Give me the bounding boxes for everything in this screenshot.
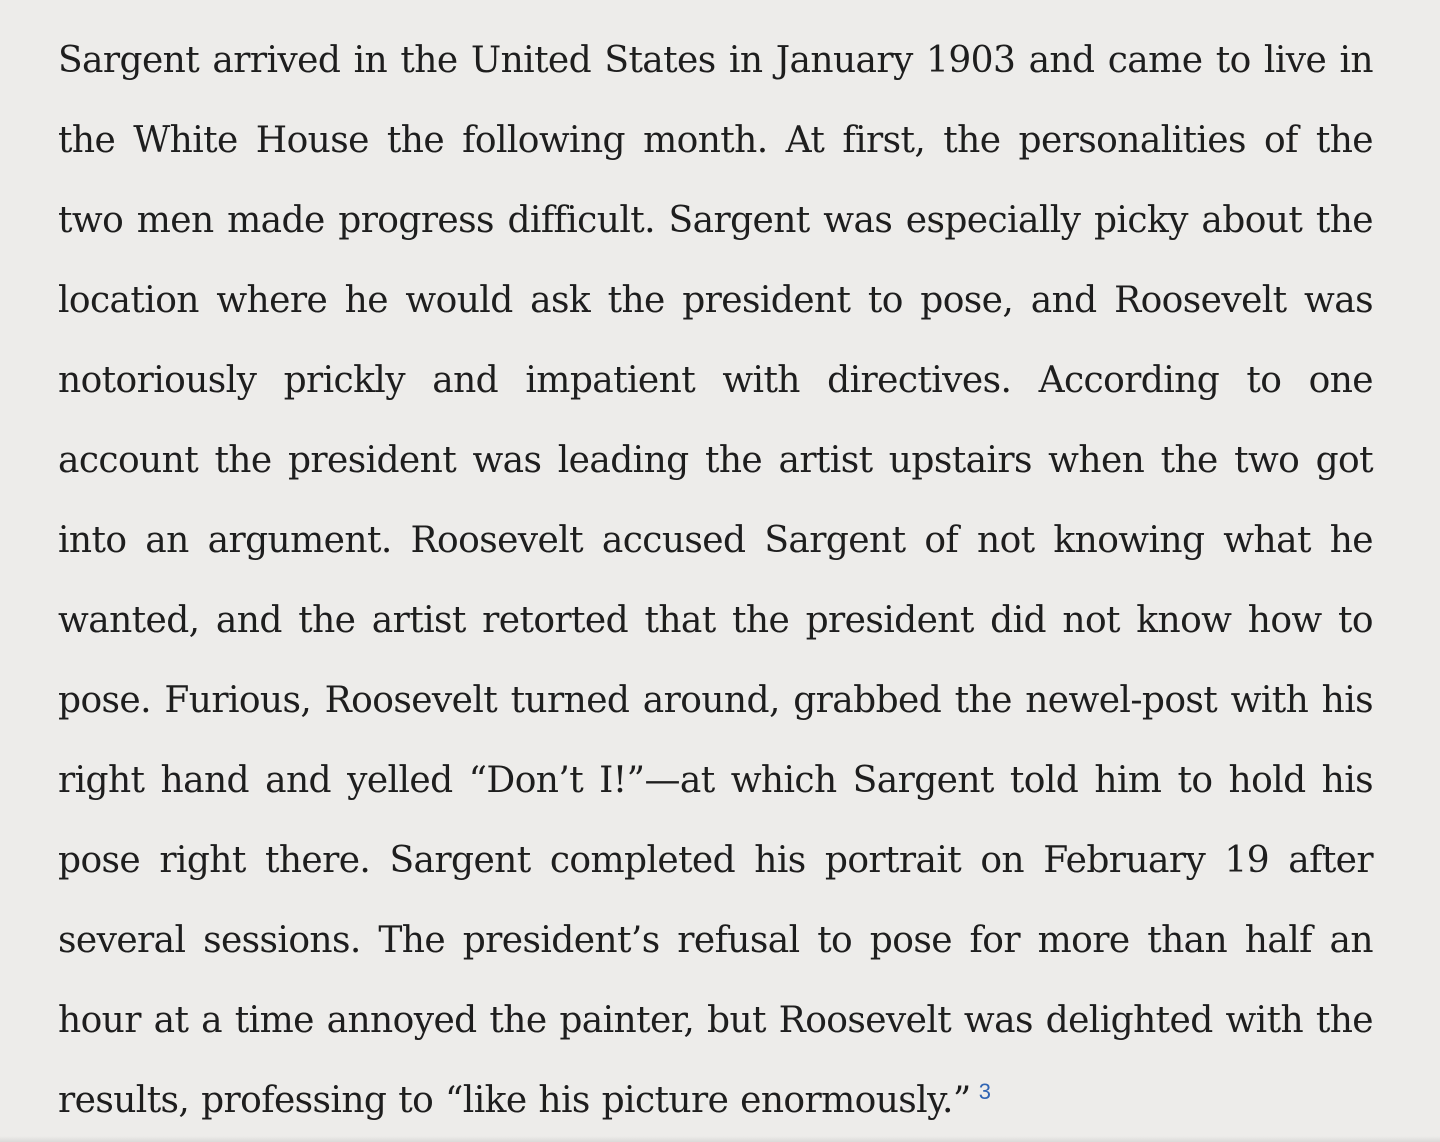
article-paragraph [58,21,1373,1141]
footnote-link[interactable]: 3 [978,1079,991,1104]
paragraph-text: Sargent arrived in the United States in January 1903 and came to live in the White House the following month. At first, the personalities of the two men made progress difficult. Sargent was especially picky about the location where he would ask the president to pose, and Roosevelt was notoriously prickly and impatient with directives. According to one account the president was leading the artist upstairs when the two got into an argument. Roosevelt accused Sargent of not knowing what he wanted, and the artist retorted that the president did not know how to pose. Furious, Roosevelt turned around, grabbed the newel-post with his right hand and yelled “Don’t I!”—at which Sargent told him to hold his pose right there. Sargent completed his portrait on February 19 after several sessions. The president’s refusal to pose for more than half an hour at a time annoyed the painter, but Roosevelt was delighted with the results, professing to “like his picture enormously.” [58,40,1373,1121]
bottom-edge-shadow [0,1136,1440,1142]
